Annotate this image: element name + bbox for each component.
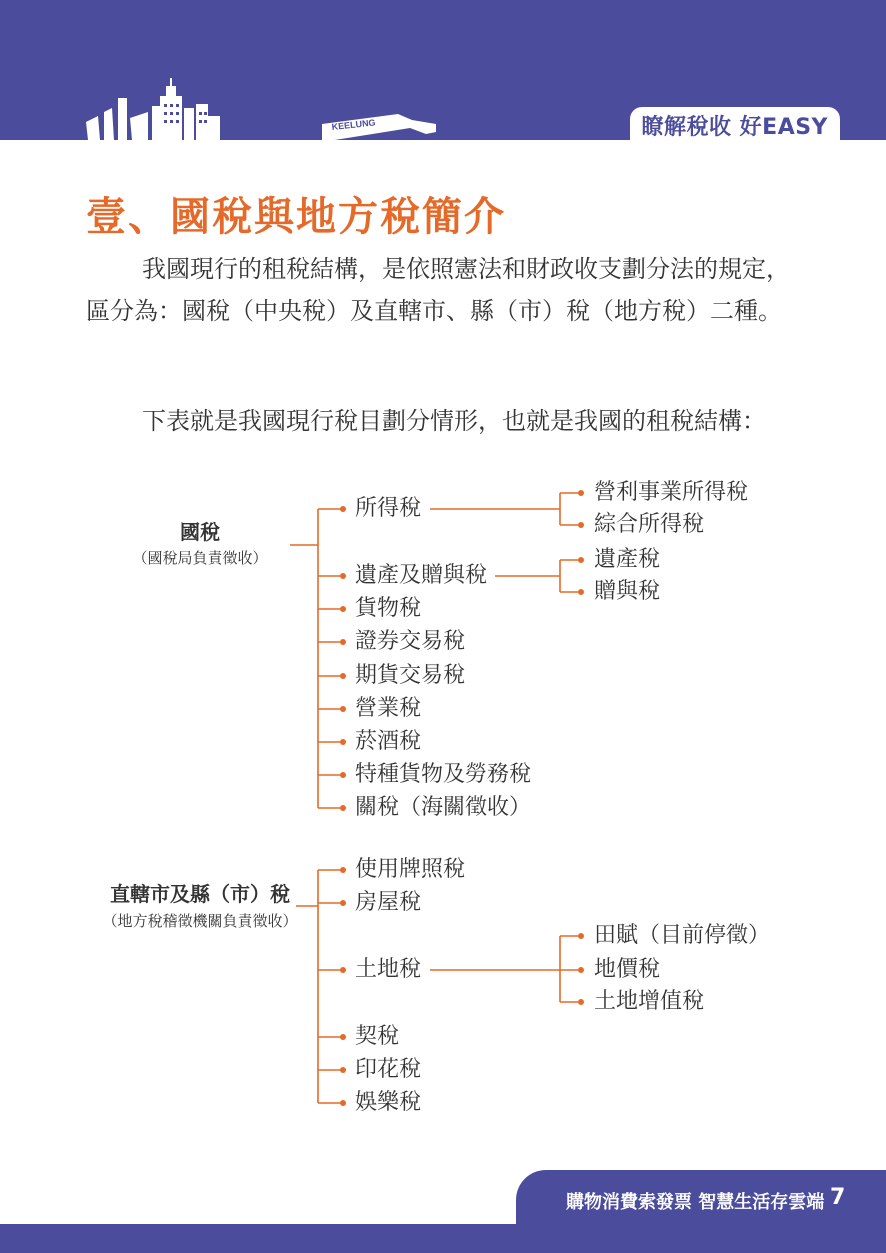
land-tax-subitem: 地價稅 xyxy=(594,957,661,982)
income-tax-subitem: 營利事業所得稅 xyxy=(594,480,749,505)
national-item: 遺產及贈與稅 xyxy=(355,563,488,588)
land-tax-subitem: 土地增值稅 xyxy=(594,989,705,1014)
national-item: 貨物稅 xyxy=(355,596,422,621)
local-item: 使用牌照稅 xyxy=(355,857,466,882)
income-tax-subitem: 綜合所得稅 xyxy=(594,512,705,537)
estate-tax-subitem: 遺產稅 xyxy=(594,547,661,572)
national-item: 證券交易稅 xyxy=(355,629,466,654)
land-tax-subitem: 田賦（目前停徵） xyxy=(594,923,771,948)
local-item: 印花稅 xyxy=(355,1057,422,1082)
footer-slogan: 購物消費索發票 智慧生活存雲端 xyxy=(566,1192,825,1213)
page-title: 壹、國稅與地方稅簡介 xyxy=(86,194,506,240)
local-item: 契稅 xyxy=(355,1024,400,1049)
intro-text: 我國現行的租稅結構，是依照憲法和財政收支劃分法的規定，區分為：國稅（中央稅）及直轄市、縣（市）稅（地方稅）二種。 xyxy=(86,255,790,325)
structure-text: 下表就是我國現行稅目劃分情形，也就是我國的租稅結構： xyxy=(142,407,766,435)
local-tax-subtitle: （地方稅稽徵機關負責徵收） xyxy=(102,912,298,930)
local-item: 娛樂稅 xyxy=(355,1090,422,1115)
estate-tax-subitem: 贈與稅 xyxy=(594,579,661,604)
national-tax-title: 國稅 xyxy=(180,520,220,544)
local-tax-title: 直轄市及縣（市）稅 xyxy=(110,882,290,906)
national-item: 期貨交易稅 xyxy=(355,663,466,688)
local-item: 土地稅 xyxy=(355,957,422,982)
national-item: 營業稅 xyxy=(355,696,422,721)
national-tax-subtitle: （國稅局負責徵收） xyxy=(132,549,268,567)
local-item: 房屋稅 xyxy=(355,890,422,915)
national-item: 關稅（海關徵收） xyxy=(355,795,532,820)
city-label: KEELUNG xyxy=(331,117,376,132)
page-number: 7 xyxy=(830,1185,846,1210)
national-item: 所得稅 xyxy=(355,496,422,521)
header-badge-text: 瞭解稅收 好EASY xyxy=(641,114,828,140)
national-item: 特種貨物及勞務稅 xyxy=(355,762,532,787)
national-item: 菸酒稅 xyxy=(355,729,422,754)
